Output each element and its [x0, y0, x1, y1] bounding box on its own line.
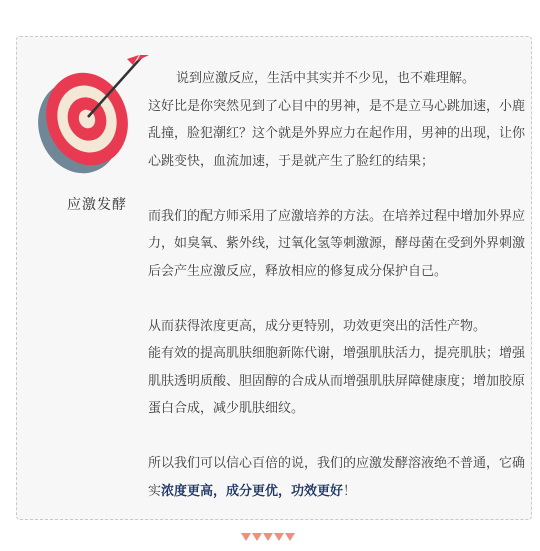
article-body [148, 65, 525, 505]
conclusion-emphasis: 浓度更高，成分更优，功效更好 [161, 483, 344, 499]
dartboard-target-icon [31, 55, 151, 175]
paragraph-result-rest: 能有效的提高肌肤细胞新陈代谢，增强肌肤活力，提亮肌肤；增强肌肤透明质酸、胆固醇的合成从而增强肌肤屏障健康度；增加胶原蛋白合成，减少肌肤细纹。 [148, 346, 526, 416]
sidebar-label: 应激发酵 [67, 197, 127, 213]
paragraph-intro-line: 说到应激反应，生活中其实并不少见，也不难理解。 [176, 71, 476, 86]
paragraph-method: 而我们的配方师采用了应激培养的方法。在培养过程中增加外界应力，如臭氧、紫外线，过氧化氢等刺激源，酵母菌在受到外界刺激后会产生应激反应，释放相应的修复成分保护自己。 [148, 208, 526, 279]
triangle-divider-icon [239, 530, 299, 544]
conclusion-end: ！ [343, 483, 357, 499]
paragraph-gap [148, 175, 525, 203]
conclusion-lead: 所以我们可以信心百倍的说，我们的应激发酵溶液绝不普通，它确实 [148, 456, 526, 499]
paragraph-gap [148, 285, 525, 313]
paragraph-conclusion [148, 450, 525, 505]
paragraph-gap [148, 423, 525, 451]
paragraph-intro-rest: 这好比是你突然见到了心目中的男神，是不是立马心跳加速，小鹿乱撞，脸犯潮红？这个就是外界应力在起作用，男神的出现，让你心跳变快，血流加速，于是就产生了脸红的结果； [148, 98, 526, 169]
paragraph-result-line: 从而获得浓度更高，成分更特别，功效更突出的活性产物。 [148, 318, 487, 334]
content-card [16, 36, 532, 520]
